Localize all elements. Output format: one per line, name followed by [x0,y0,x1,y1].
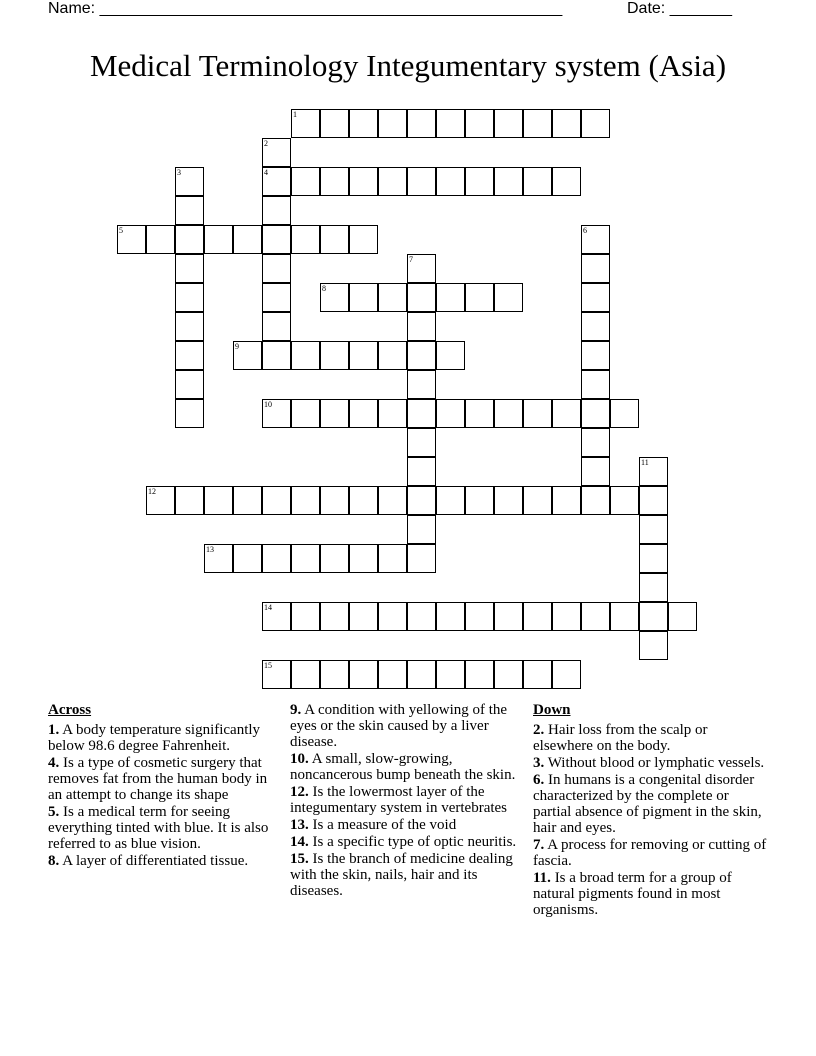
grid-cell[interactable] [407,283,436,312]
grid-cell[interactable] [320,399,349,428]
grid-cell[interactable] [407,515,436,544]
grid-cell[interactable] [639,515,668,544]
grid-cell[interactable] [204,486,233,515]
grid-cell[interactable] [349,602,378,631]
grid-cell[interactable] [581,312,610,341]
grid-cell[interactable] [581,457,610,486]
grid-cell[interactable] [494,486,523,515]
clue-number: 4 [264,168,268,177]
clue-across-15: 15. Is the branch of medicine dealing with the skin, nails, hair and its diseases. [290,851,513,899]
grid-cell[interactable] [581,109,610,138]
clue-number: 11 [641,458,649,467]
grid-cell[interactable] [552,109,581,138]
grid-cell[interactable] [291,167,320,196]
grid-cell[interactable] [378,399,407,428]
grid-cell[interactable] [320,341,349,370]
grid-cell[interactable] [204,544,233,573]
across-clues-column-2 [290,702,522,900]
grid-cell[interactable] [291,109,320,138]
grid-cell[interactable] [639,544,668,573]
grid-cell[interactable] [378,167,407,196]
grid-cell[interactable] [378,660,407,689]
grid-cell[interactable] [581,225,610,254]
grid-cell[interactable] [494,167,523,196]
grid-cell[interactable] [291,544,320,573]
grid-cell[interactable] [233,486,262,515]
clue-number: 9 [235,342,239,351]
grid-cell[interactable] [407,486,436,515]
across-clues-column-1 [48,702,273,870]
grid-cell[interactable] [639,602,668,631]
grid-cell[interactable] [175,370,204,399]
clue-down-2: 2. Hair loss from the scalp or elsewhere on the body. [533,722,708,754]
clue-number: 8 [322,284,326,293]
clue-across-5: 5. Is a medical term for seeing everything tinted with blue. It is also referred to as blue vision. [48,804,269,852]
grid-cell[interactable] [262,602,291,631]
clue-across-10: 10. A small, slow-growing, noncancerous bump beneath the skin. [290,751,516,783]
grid-cell[interactable] [552,167,581,196]
grid-cell[interactable] [349,283,378,312]
clue-number: 5 [119,226,123,235]
clue-across-9: 9. A condition with yellowing of the eyes or the skin caused by a liver disease. [290,702,508,750]
grid-cell[interactable] [262,399,291,428]
clue-number: 13 [206,545,214,554]
grid-cell[interactable] [581,341,610,370]
grid-cell[interactable] [291,486,320,515]
grid-cell[interactable] [610,399,639,428]
grid-cell[interactable] [320,225,349,254]
grid-cell[interactable] [146,486,175,515]
grid-cell[interactable] [523,660,552,689]
grid-cell[interactable] [262,283,291,312]
grid-cell[interactable] [639,573,668,602]
grid-cell[interactable] [552,602,581,631]
down-clues-column [533,702,768,919]
grid-cell[interactable] [175,196,204,225]
grid-cell[interactable] [581,399,610,428]
grid-cell[interactable] [349,341,378,370]
grid-cell[interactable] [320,283,349,312]
grid-cell[interactable] [378,544,407,573]
grid-cell[interactable] [175,167,204,196]
grid-cell[interactable] [436,660,465,689]
grid-cell[interactable] [262,138,291,167]
grid-cell[interactable] [262,167,291,196]
clue-number: 1 [293,110,297,119]
date-field-label: Date: _______ [627,0,732,17]
grid-cell[interactable] [320,544,349,573]
clue-across-1: 1. A body temperature significantly below 98.6 degree Fahrenheit. [48,722,261,754]
grid-cell[interactable] [291,660,320,689]
grid-cell[interactable] [581,486,610,515]
grid-cell[interactable] [523,602,552,631]
grid-cell[interactable] [465,486,494,515]
grid-cell[interactable] [349,167,378,196]
grid-cell[interactable] [378,283,407,312]
grid-cell[interactable] [175,399,204,428]
grid-cell[interactable] [349,544,378,573]
grid-cell[interactable] [349,486,378,515]
grid-cell[interactable] [523,486,552,515]
grid-cell[interactable] [407,370,436,399]
clue-number: 3 [177,168,181,177]
grid-cell[interactable] [320,602,349,631]
grid-cell[interactable] [117,225,146,254]
grid-cell[interactable] [378,109,407,138]
grid-cell[interactable] [320,486,349,515]
grid-cell[interactable] [523,167,552,196]
name-field-label: Name: ____________________________________________________ [48,0,563,17]
grid-cell[interactable] [204,225,233,254]
grid-cell[interactable] [581,370,610,399]
grid-cell[interactable] [465,399,494,428]
clue-down-11: 11. Is a broad term for a group of natural pigments found in most organisms. [533,870,732,918]
grid-cell[interactable] [407,428,436,457]
grid-cell[interactable] [233,544,262,573]
clue-across-12: 12. Is the lowermost layer of the integumentary system in vertebrates [290,784,508,816]
grid-cell[interactable] [407,544,436,573]
grid-cell[interactable] [407,341,436,370]
grid-cell[interactable] [436,341,465,370]
grid-cell[interactable] [175,283,204,312]
clue-number: 6 [583,226,587,235]
grid-cell[interactable] [465,602,494,631]
grid-cell[interactable] [552,399,581,428]
grid-cell[interactable] [407,312,436,341]
grid-cell[interactable] [407,109,436,138]
grid-cell[interactable] [320,167,349,196]
clue-number: 12 [148,487,156,496]
grid-cell[interactable] [407,167,436,196]
grid-cell[interactable] [581,602,610,631]
grid-cell[interactable] [175,254,204,283]
grid-cell[interactable] [436,283,465,312]
grid-cell[interactable] [233,341,262,370]
grid-cell[interactable] [407,660,436,689]
grid-cell[interactable] [436,167,465,196]
grid-cell[interactable] [262,196,291,225]
grid-cell[interactable] [436,486,465,515]
grid-cell[interactable] [262,544,291,573]
across-heading: Across [48,702,92,718]
grid-cell[interactable] [465,660,494,689]
clue-number: 10 [264,400,272,409]
grid-cell[interactable] [320,109,349,138]
grid-cell[interactable] [465,167,494,196]
grid-cell[interactable] [233,225,262,254]
clue-across-4: 4. Is a type of cosmetic surgery that removes fat from the human body in an attempt to change its shape [48,755,268,803]
grid-cell[interactable] [407,602,436,631]
grid-cell[interactable] [175,312,204,341]
grid-cell[interactable] [436,602,465,631]
grid-cell[interactable] [262,660,291,689]
grid-cell[interactable] [407,254,436,283]
clue-across-14: 14. Is a specific type of optic neuritis. [290,834,517,850]
clue-across-8: 8. A layer of differentiated tissue. [48,853,249,869]
grid-cell[interactable] [639,457,668,486]
grid-cell[interactable] [407,399,436,428]
clue-across-13: 13. Is a measure of the void [290,817,457,833]
grid-cell[interactable] [349,399,378,428]
grid-cell[interactable] [262,341,291,370]
grid-cell[interactable] [552,486,581,515]
grid-cell[interactable] [639,631,668,660]
grid-cell[interactable] [291,225,320,254]
grid-cell[interactable] [668,602,697,631]
grid-cell[interactable] [262,225,291,254]
grid-cell[interactable] [494,399,523,428]
grid-cell[interactable] [349,660,378,689]
grid-cell[interactable] [407,457,436,486]
grid-cell[interactable] [581,254,610,283]
clue-number: 2 [264,139,268,148]
grid-cell[interactable] [291,341,320,370]
grid-cell[interactable] [494,602,523,631]
grid-cell[interactable] [291,602,320,631]
clue-number: 15 [264,661,272,670]
grid-cell[interactable] [291,399,320,428]
grid-cell[interactable] [581,283,610,312]
clue-number: 14 [264,603,272,612]
grid-cell[interactable] [378,486,407,515]
grid-cell[interactable] [262,312,291,341]
puzzle-title: Medical Terminology Integumentary system (Asia) [89,48,727,83]
grid-cell[interactable] [436,399,465,428]
grid-cell[interactable] [320,660,349,689]
grid-cell[interactable] [523,109,552,138]
grid-cell[interactable] [494,109,523,138]
grid-cell[interactable] [262,254,291,283]
grid-cell[interactable] [349,225,378,254]
grid-cell[interactable] [175,486,204,515]
clue-down-6: 6. In humans is a congenital disorder characterized by the complete or partial absence of pigment in the skin, hair and eyes. [533,772,762,836]
clue-down-3: 3. Without blood or lymphatic vessels. [533,755,765,771]
grid-cell[interactable] [465,283,494,312]
clue-down-7: 7. A process for removing or cutting of fascia. [533,837,767,869]
grid-cell[interactable] [146,225,175,254]
grid-cell[interactable] [610,602,639,631]
grid-cell[interactable] [378,341,407,370]
grid-cell[interactable] [610,486,639,515]
grid-cell[interactable] [494,283,523,312]
grid-cell[interactable] [262,486,291,515]
grid-cell[interactable] [639,486,668,515]
grid-cell[interactable] [523,399,552,428]
grid-cell[interactable] [494,660,523,689]
grid-cell[interactable] [436,109,465,138]
grid-cell[interactable] [465,109,494,138]
grid-cell[interactable] [349,109,378,138]
grid-cell[interactable] [378,602,407,631]
grid-cell[interactable] [552,660,581,689]
grid-cell[interactable] [175,225,204,254]
grid-cell[interactable] [581,428,610,457]
clue-number: 7 [409,255,413,264]
down-heading: Down [533,702,571,718]
grid-cell[interactable] [175,341,204,370]
